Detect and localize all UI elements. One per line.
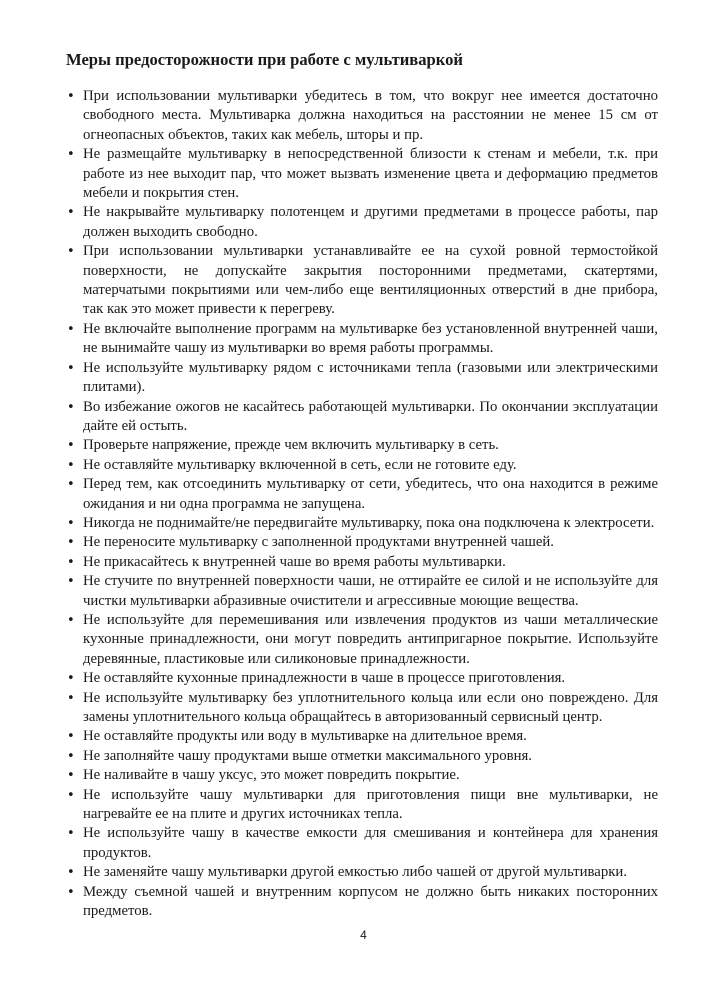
list-item: • Не накрывайте мультиварку полотенцем и другими предметами в процессе работы, пар должен выходить свободно. bbox=[67, 203, 658, 242]
list-item: • Не используйте мультиварку рядом с источниками тепла (газовыми или электрическими плитами). bbox=[67, 359, 658, 398]
list-item: • Не оставляйте кухонные принадлежности в чаше в процессе приготовления. bbox=[67, 669, 658, 688]
list-item: • Не оставляйте мультиварку включенной в сеть, если не готовите еду. bbox=[67, 456, 658, 475]
list-item: • При использовании мультиварки убедитесь в том, что вокруг нее имеется достаточно свободного места. Мультиварка должна находиться на расстоянии не менее 15 см от огнеопасных объектов, таких как мебель, шторы и пр. bbox=[67, 87, 658, 145]
list-item: • Не размещайте мультиварку в непосредственной близости к стенам и мебели, т.к. при работе из нее выходит пар, что может вызвать изменение цвета и деформацию предметов мебели и покрытия стен. bbox=[67, 145, 658, 203]
list-item: • Не заполняйте чашу продуктами выше отметки максимального уровня. bbox=[67, 747, 658, 766]
list-item: • Перед тем, как отсоединить мультиварку от сети, убедитесь, что она находится в режиме ожидания и ни одна программа не запущена. bbox=[67, 475, 658, 514]
list-item: • Проверьте напряжение, прежде чем включить мультиварку в сеть. bbox=[67, 436, 658, 455]
page-title: Меры предосторожности при работе с мультиваркой bbox=[66, 50, 463, 69]
list-item: • Не используйте для перемешивания или извлечения продуктов из чаши металлические кухонные принадлежности, они могут повредить антипригарное покрытие. Используйте деревянные, пластиковые или силиконовые принадлежности. bbox=[67, 611, 658, 669]
list-item: • Не включайте выполнение программ на мультиварке без установленной внутренней чаши, не вынимайте чашу из мультиварки во время работы программы. bbox=[67, 320, 658, 359]
list-item: • Не заменяйте чашу мультиварки другой емкостью либо чашей от другой мультиварки. bbox=[67, 863, 658, 882]
list-item: • При использовании мультиварки устанавливайте ее на сухой ровной термостойкой поверхности, не допускайте закрытия посторонними предметами, скатертями, матерчатыми покрытиями или чем-либо еще вентиляционных отверстий в дне прибора, так как это может привести к перегреву. bbox=[67, 242, 658, 320]
list-item: • Не используйте чашу мультиварки для приготовления пищи вне мультиварки, не нагревайте ее на плите и других источниках тепла. bbox=[67, 786, 658, 825]
precautions-list bbox=[67, 87, 658, 921]
list-item: • Не стучите по внутренней поверхности чаши, не оттирайте ее силой и не используйте для чистки мультиварки абразивные очистители и агрессивные моющие вещества. bbox=[67, 572, 658, 611]
list-item: • Никогда не поднимайте/не передвигайте мультиварку, пока она подключена к электросети. bbox=[67, 514, 658, 533]
list-item: • Во избежание ожогов не касайтесь работающей мультиварки. По окончании эксплуатации дайте ей остыть. bbox=[67, 398, 658, 437]
list-item: • Не используйте чашу в качестве емкости для смешивания и контейнера для хранения продуктов. bbox=[67, 824, 658, 863]
list-item: • Не используйте мультиварку без уплотнительного кольца или если оно повреждено. Для замены уплотнительного кольца обращайтесь в авторизованный сервисный центр. bbox=[67, 689, 658, 728]
list-item: • Не переносите мультиварку с заполненной продуктами внутренней чашей. bbox=[67, 533, 658, 552]
list-item: • Между съемной чашей и внутренним корпусом не должно быть никаких посторонних предметов. bbox=[67, 883, 658, 922]
list-item: • Не прикасайтесь к внутренней чаше во время работы мультиварки. bbox=[67, 553, 658, 572]
page-number: 4 bbox=[360, 928, 367, 942]
list-item: • Не наливайте в чашу уксус, это может повредить покрытие. bbox=[67, 766, 658, 785]
list-item: • Не оставляйте продукты или воду в мультиварке на длительное время. bbox=[67, 727, 658, 746]
